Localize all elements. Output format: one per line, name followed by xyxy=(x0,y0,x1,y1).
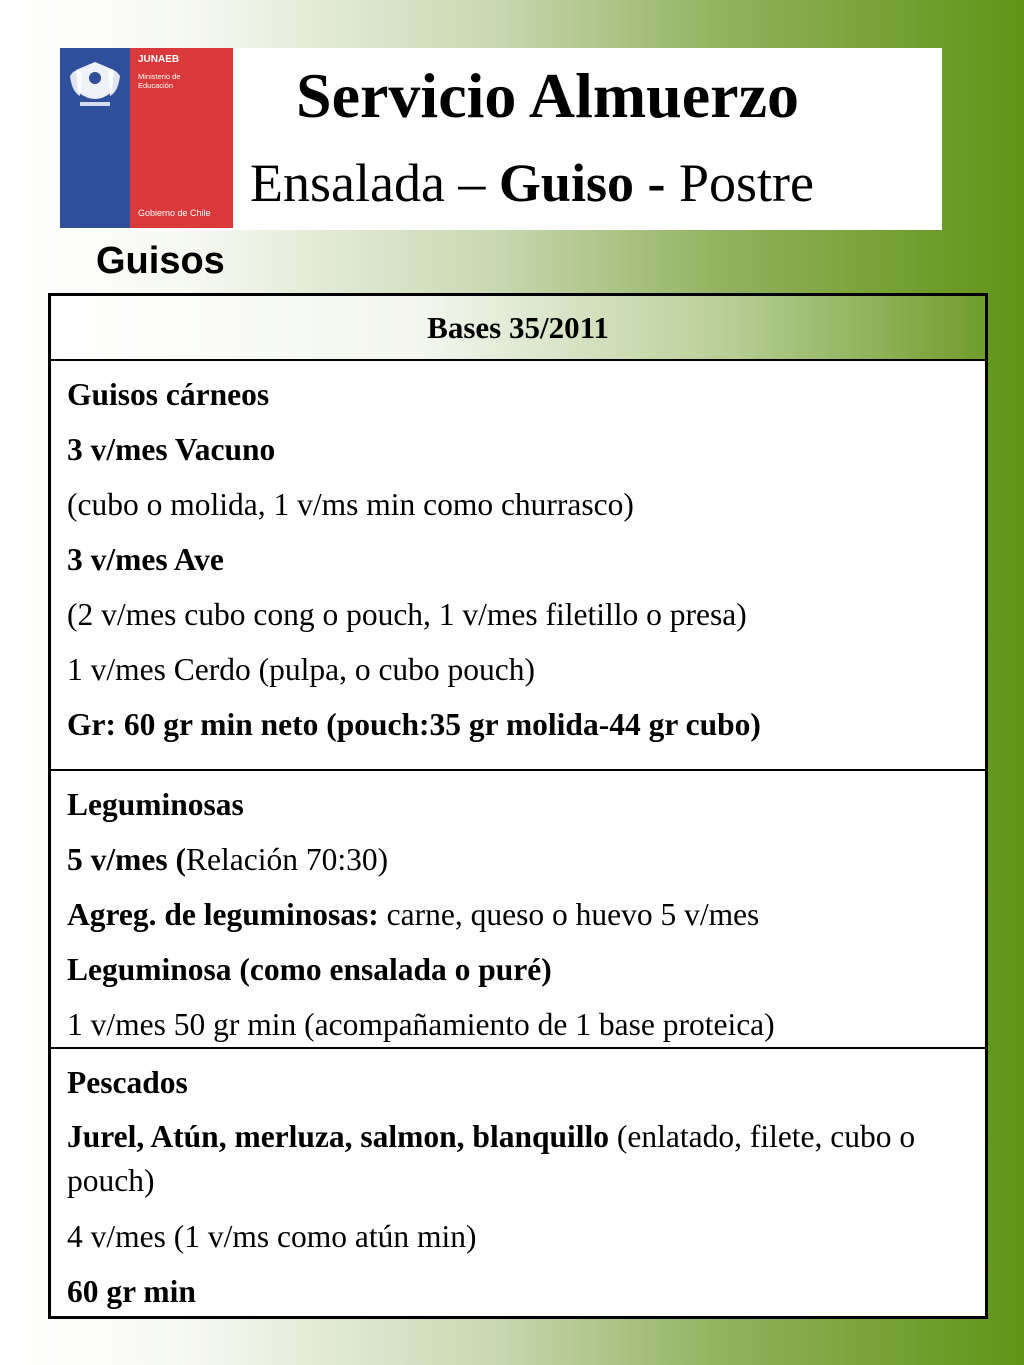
row-pescados xyxy=(51,1047,985,1315)
carneos-ave: 3 v/mes Ave xyxy=(67,542,224,577)
row-leguminosas xyxy=(51,769,985,1047)
leguminosas-ensalada-pure: Leguminosa (como ensalada o puré) xyxy=(67,952,552,987)
page-subtitle: Ensalada – Guiso - Postre xyxy=(250,153,814,213)
carneos-gramaje: Gr: 60 gr min neto (pouch:35 gr molida-44 gr cubo) xyxy=(67,707,761,742)
section-heading: Guisos xyxy=(96,240,225,282)
logo-junaeb-text: JUNAEB xyxy=(138,54,180,65)
page-title: Servicio Almuerzo xyxy=(296,60,799,131)
gobierno-logo xyxy=(60,48,233,228)
leguminosas-frequency: 5 v/mes (Relación 70:30) xyxy=(67,842,389,877)
carneos-ave-detail: (2 v/mes cubo cong o pouch, 1 v/mes filetillo o presa) xyxy=(67,597,747,632)
carneos-vacuno: 3 v/mes Vacuno xyxy=(67,432,276,467)
header-box xyxy=(60,48,942,230)
pescados-frequency: 4 v/mes (1 v/ms como atún min) xyxy=(67,1219,477,1254)
logo-blue-panel xyxy=(60,48,130,228)
bases-table xyxy=(48,293,988,1319)
leguminosas-title: Leguminosas xyxy=(67,787,244,822)
logo-ministerio-text: Ministerio de Educación xyxy=(138,72,181,90)
leguminosas-acompanamiento: 1 v/mes 50 gr min (acompañamiento de 1 base proteica) xyxy=(67,1007,775,1042)
carneos-vacuno-detail: (cubo o molida, 1 v/ms min como churrasco) xyxy=(67,487,634,522)
logo-gobierno-text: Gobierno de Chile xyxy=(138,208,211,218)
pescados-species: Jurel, Atún, merluza, salmon, blanquillo (enlatado, filete, cubo o pouch) xyxy=(67,1119,916,1198)
carneos-cerdo: 1 v/mes Cerdo (pulpa, o cubo pouch) xyxy=(67,652,536,687)
row-guisos-carneos xyxy=(51,361,985,769)
table-header: Bases 35/2011 xyxy=(51,296,985,361)
coat-of-arms-icon xyxy=(66,56,124,112)
pescados-title: Pescados xyxy=(67,1065,188,1100)
pescados-gramaje: 60 gr min xyxy=(67,1274,196,1309)
carneos-title: Guisos cárneos xyxy=(67,377,270,412)
logo-red-panel xyxy=(130,48,233,228)
leguminosas-agregado: Agreg. de leguminosas: carne, queso o huevo 5 v/mes xyxy=(67,897,760,932)
